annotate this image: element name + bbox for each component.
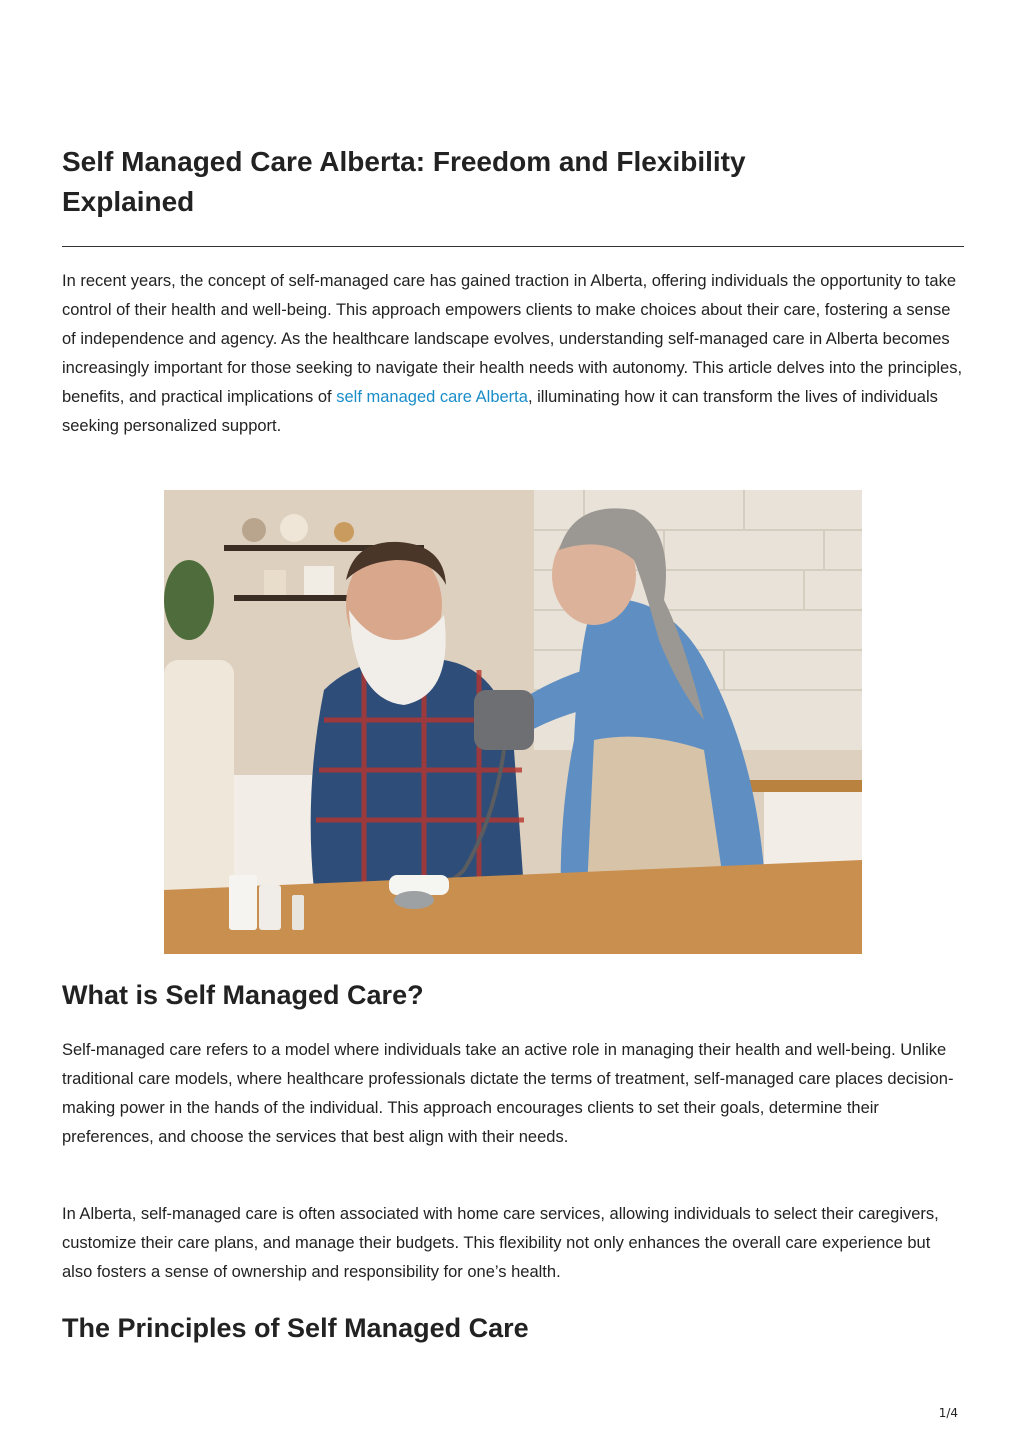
section-heading-what-is-self-managed-care: What is Self Managed Care? [62,980,424,1010]
article-title: Self Managed Care Alberta: Freedom and Flexibility Explained [62,146,746,217]
what-is-paragraph-2: In Alberta, self-managed care is often associated with home care services, allowing individuals to select their caregivers, customize their care plans, and manage their budgets. This flexibility not only enhances the overall care experience but also fosters a sense of ownership and responsibility for one’s health. [62,1205,939,1281]
intro-text-after-link: , illuminating how it can transform the lives of individuals seeking personalized support. [62,388,938,435]
title-divider [62,246,964,247]
intro-paragraph [62,267,964,441]
hero-illustration [164,490,862,954]
what-is-paragraph-1: Self-managed care refers to a model where individuals take an active role in managing their health and well-being. Unlike traditional care models, where healthcare professionals dictate the terms of treatment, self-managed care places decision-making power in the hands of the individual. This approach encourages clients to set their goals, determine their preferences, and choose the services that best align with their needs. [62,1041,954,1146]
section-heading-principles: The Principles of Self Managed Care [62,1313,529,1343]
self-managed-care-alberta-link[interactable]: self managed care Alberta [336,388,528,406]
page-number: 1/4 [938,1406,958,1420]
intro-text-before-link: In recent years, the concept of self-managed care has gained traction in Alberta, offering individuals the opportunity to take control of their health and well-being. This approach empowers clients to make choices about their care, fostering a sense of independence and agency. As the healthcare landscape evolves, understanding self-managed care in Alberta becomes increasingly important for those seeking to navigate their health needs with autonomy. This article delves into the principles, benefits, and practical implications of [62,272,963,406]
hero-image-caregiver-blood-pressure [164,490,862,954]
